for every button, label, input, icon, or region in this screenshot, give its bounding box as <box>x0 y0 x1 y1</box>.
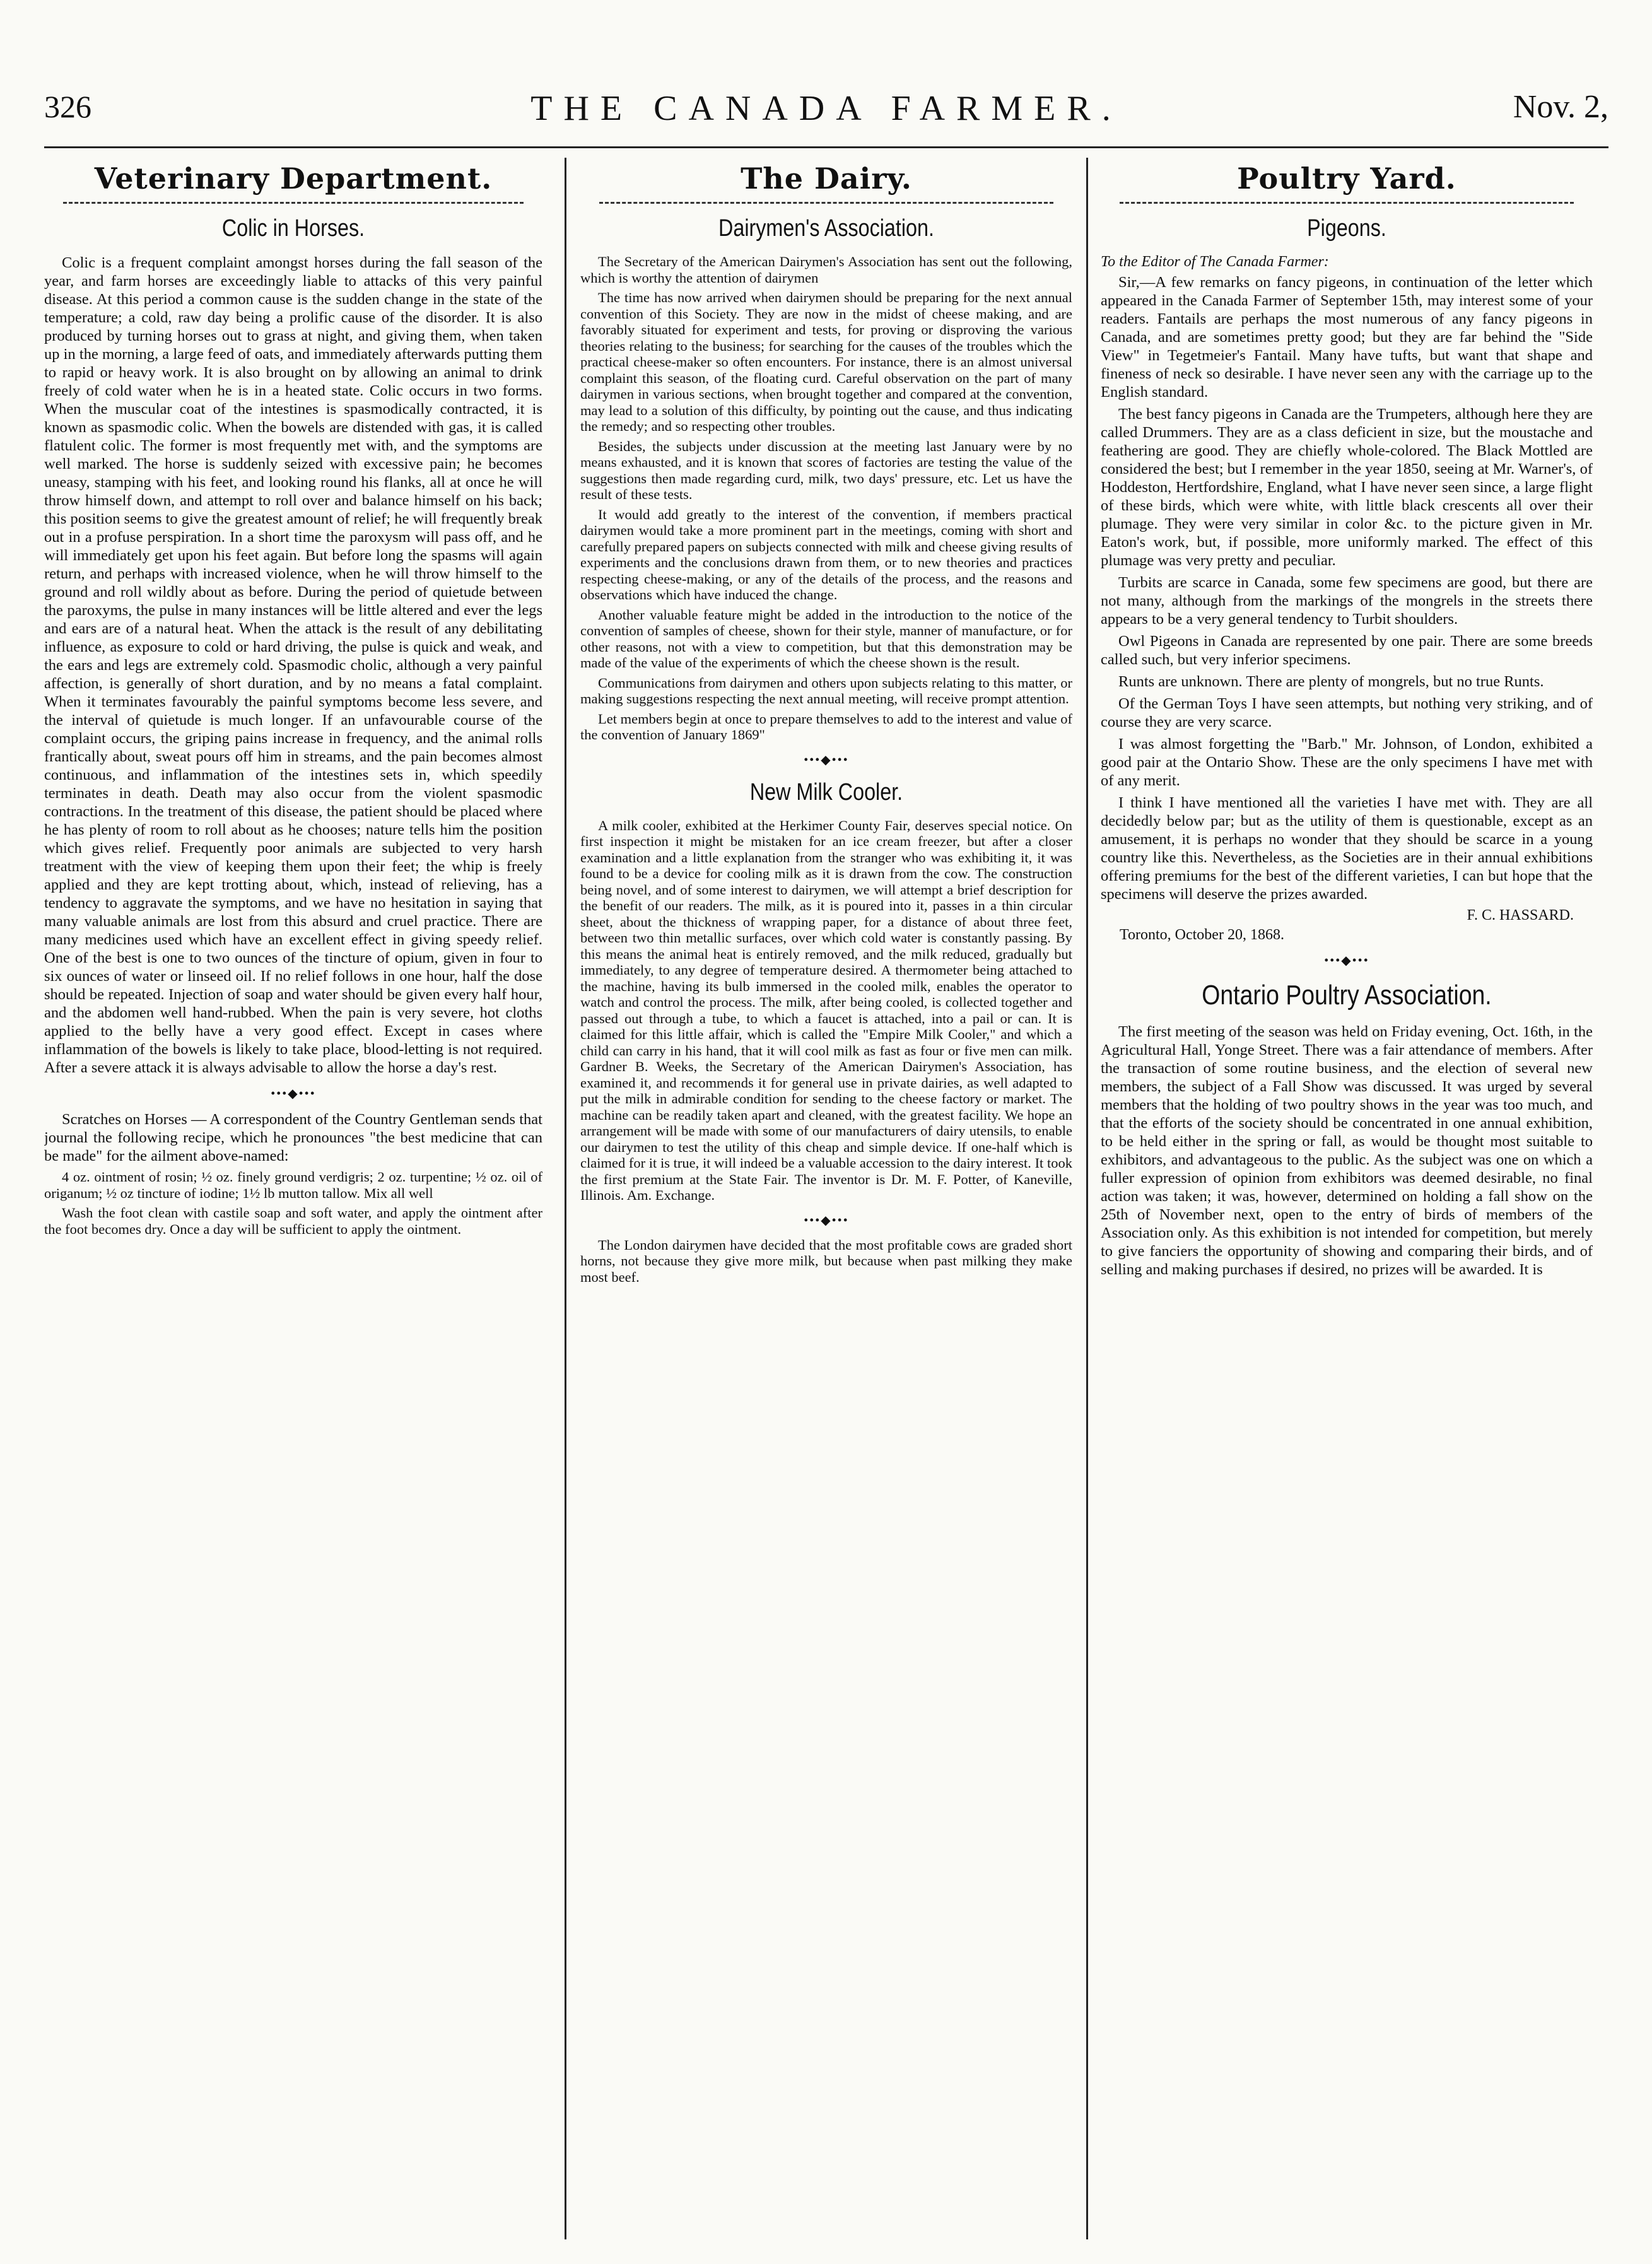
page-number: 326 <box>44 89 91 124</box>
column-poultry <box>1101 158 1593 2239</box>
paragraph: The Secretary of the American Dairymen's Association has sent out the following, which is worthy the attention of dairymen <box>580 254 1072 286</box>
paragraph: Besides, the subjects under discussion at the meeting last January were by no means exhausted, and it is known that scores of factories are testing the value of the suggestions then made regarding curd, milk, two days' pressure, etc. Let us have the result of these tests. <box>580 438 1072 502</box>
paragraph: Scratches on Horses — A correspondent of the Country Gentleman sends that journal the following recipe, which he pronounces "the best medicine that can be made" for the ailment above-named: <box>44 1111 542 1164</box>
ornament-divider: •••◆••• <box>1324 954 1369 968</box>
paragraph: Owl Pigeons in Canada are represented by one pair. There are some breeds called such, but very inferior specimens. <box>1101 633 1593 668</box>
department-heading: Poultry Yard. <box>1237 161 1456 196</box>
paragraph: Runts are unknown. There are plenty of mongrels, but no true Runts. <box>1118 673 1544 690</box>
ornament-divider: •••◆••• <box>804 753 849 767</box>
article-title: New Milk Cooler. <box>749 778 903 806</box>
paragraph: It would add greatly to the interest of the convention, if members practical dairymen would take a more prominent part in the meetings, coming with short and carefully prepared papers on subjects connected with milk and cheese giving results of experiments and the conclusions drawn from them, or to new theories and practices respecting cheese-making, or any of the details of the process, and the reasons and observations which have induced the change. <box>580 506 1072 602</box>
divider <box>1120 202 1574 204</box>
dateline: Toronto, October 20, 1868. <box>1120 927 1284 943</box>
paragraph: A milk cooler, exhibited at the Herkimer County Fair, deserves special notice. On first inspection it might be mistaken for an ice cream freezer, but after a closer examination and a little explanation from the stranger who was exhibiting it, it was found to be a device for cooling milk as it is drawn from the cow. The construction being novel, and of some interest to dairymen, we will attempt a brief description for the benefit of our readers. The milk, as it is poured into it, passes in a thin circular sheet, about the thickness of wrapping paper, for a distance of about three feet, between two thin metallic surfaces, over which cold water is constantly passing. By this means the animal heat is entirely removed, and the milk reduced, gradually but immediately, to any degree of temperature desired. A thermometer being attached to the machine, having its bulb immersed in the cooled milk, enables the operator to watch and control the process. The milk, after being cooled, is collected together and passed out through a tube, to which a faucet is attached, into a pail or can. It is claimed for this little affair, which is called the "Empire Milk Cooler," and which a child can carry in his hand, that it will cool milk as fast as four or five men can milk. Gardner B. Weeks, the Secretary of the American Dairymen's Association, has examined it, and recommends it for general use in private dairies, as well adapted to put the milk in admirable condition for sending to the cheese factory or market. The machine can be readily taken apart and cleaned, with the greatest facility. We hope an arrangement will be made with some of our manufacturers of dairy utensils, to enable our dairymen to test the utility of this cheap and simple device. If one-half which is claimed for it is true, it will indeed be a valuable accession to the dairy interest. It took the first premium at the State Fair. The inventor is Dr. M. F. Potter, of Kaneville, Illinois. Am. Exchange. <box>580 817 1072 1203</box>
ornament-divider: •••◆••• <box>271 1087 316 1101</box>
article-title: Dairymen's Association. <box>718 215 934 242</box>
article-title: Pigeons. <box>1307 215 1386 242</box>
paragraph: Wash the foot clean with castile soap and soft water, and apply the ointment after the foot becomes dry. Once a day will be sufficient to apply the ointment. <box>44 1205 542 1237</box>
ornament-divider: •••◆••• <box>804 1213 849 1228</box>
paragraph: Sir,—A few remarks on fancy pigeons, in continuation of the letter which appeared in the Canada Farmer of September 15th, may interest some of your readers. Fantails are perhaps the most numerous of any fancy pigeons in Canada, and are sometimes pretty good; but they are far behind the "Side View" in Tegetmeier's Fantail. Many have tufts, but want that shape and fineness of neck so desirable. I have never seen any with the carriage up to the English standard. <box>1101 274 1593 401</box>
paragraph: Another valuable feature might be added in the introduction to the notice of the convention of samples of cheese, shown for their style, manner of manufacture, or for other reasons, not with a view to competition, but that this demonstration may be made of the value of the experiments of which the cheese shown is the result. <box>580 606 1072 671</box>
paragraph: Colic is a frequent complaint amongst horses during the fall season of the year, and farm horses are exceedingly liable to attacks of this very painful disease. At this period a common cause is the sudden change in the state of the temperature; a cold, raw day being a prolific cause of the disorder. It is also produced by turning horses out to grass at night, and giving them, when taken up in the morning, a large feed of oats, and immediately afterwards putting them to rapid or heavy work. It is also brought on by allowing an animal to drink freely of cold water when he is in a heated state. Colic occurs in two forms. When the muscular coat of the intestines is spasmodically contracted, it is known as spasmodic colic. When the bowels are distended with gas, it is called flatulent colic. The former is most frequently met with, and the symptoms are well marked. The horse is suddenly seized with excessive pain; he becomes uneasy, stamping with his feet, and looking round his flanks, all at once he will throw himself down, and attempt to roll over and balance himself on his back; this position seems to give the greatest amount of relief; he will frequently break out in a profuse perspiration. In a short time the paroxysm will pass off, and he will immediately get upon his feet again. But before long the spasms will again return, and perhaps with increased violence, when he will throw himself to the ground and roll wildly about as before. During the period of quietude between the paroxyms, the pulse in many instances will be little altered and ever the legs and ears are of a natural heat. When the attack is the result of any debilitating influence, as exposure to cold or hard driving, the pulse is quick and weak, and the ears and legs are extremely cold. Spasmodic cholic, although a very painful affection, is generally of short duration, and by no means a fatal complaint. When it terminates favourably the painful symptoms become less severe, and the interval of quietude is much longer. If an unfavourable course of the complaint occurs, the griping pains increase in frequency, and the animal rolls frantically about, sweat pours off him in streams, and the pain becomes almost continuous, and inflammation of the intestines sets in, which speedily terminates in death. Death may also occur from the violent spasmodic contractions. In the treatment of this disease, the patient should be placed where he has plenty of room to roll about as he chooses; nature tells him the position which gives relief. Frequently poor animals are subjected to very harsh treatment with the view of keeping them upon their feet; the whip is freely applied and they are kept trotting about, which, instead of relieving, has a tendency to aggravate the symptoms, and we have no hesitation in saying that many valuable animals are lost from this absurd and cruel practice. There are many medicines used which have an excellent effect in giving speedy relief. One of the best is one to two ounces of the tincture of opium, given in four to six ounces of water or linseed oil. If no relief follows in one hour, half the dose should be repeated. Injection of soap and water should be given every half hour, and the abdomen well hand-rubbed. When the pain is very severe, hot cloths applied to the belly have a very good effect. Except in cases where inflammation of the bowels is likely to take place, blood-letting is not required. After a severe attack it is always advisable to allow the horse a day's rest. <box>44 254 542 1076</box>
article-title: Ontario Poultry Association. <box>1202 980 1492 1011</box>
column-rule <box>1086 158 1088 2239</box>
department-heading: The Dairy. <box>741 161 912 196</box>
paragraph: Turbits are scarce in Canada, some few specimens are good, but there are not many, although from the markings of the mongrels in the streets there appears to be a very general tendency to Turbit shoulders. <box>1101 574 1593 628</box>
article-title: Colic in Horses. <box>221 215 365 242</box>
column-veterinary <box>44 158 542 2239</box>
issue-date: Nov. 2, <box>1513 89 1608 125</box>
paragraph: The time has now arrived when dairymen should be preparing for the next annual convention of this Society. They are now in the midst of cheese making, and are favorably situated for experiment and tests, for proving or disproving the various theories relating to the business; for searching for the causes of the troubles which the practical cheese-maker so often encounters. For instance, there is an almost universal complaint this season, of the floating curd. Careful observation on the part of many dairymen in various sections, when brought together and compared at the convention, may lead to a solution of this difficulty, by pointing out the cause, and thus indicating the remedy; and so respecting other troubles. <box>580 290 1072 434</box>
department-heading: Veterinary Department. <box>94 161 493 196</box>
paragraph: The best fancy pigeons in Canada are the Trumpeters, although here they are called Drummers. They are as a class deficient in size, but the moustache and feathering are good. They are chiefly whole-colored. The Black Mottled are considered the best; but I remember in the year 1850, seeing at Mr. Warner's, of Hoddeston, Hertfordshire, England, what I have never seen since, a large flight of these birds, which were white, with little black crescents all over their plumage. They were very similar in color &c. to the picture given in Mr. Eaton's work, but, if possible, more uniformly marked. The effect of this plumage was very pretty and peculiar. <box>1101 406 1593 569</box>
column-dairy <box>580 158 1072 2239</box>
page-header <box>44 88 1608 151</box>
paragraph: I was almost forgetting the "Barb." Mr. Johnson, of London, exhibited a good pair at the Ontario Show. These are the only specimens I have met with of any merit. <box>1101 736 1593 789</box>
signature: F. C. HASSARD. <box>1467 907 1574 924</box>
divider <box>63 202 524 204</box>
divider <box>599 202 1053 204</box>
paragraph: The first meeting of the season was held on Friday evening, Oct. 16th, in the Agricultural Hall, Yonge Street. There was a fair attendance of members. After the transaction of some routine business, and the election of several new members, the subject of a Fall Show was discussed. It was urged by several members that the holding of two poultry shows in the year was too much, and that the efforts of the society should be concentrated in one annual exhibition, to be held either in the spring or fall, as would be thought most suitable to exhibitors, and advantageous to the public. As the subject was one on which a fuller expression of opinion from exhibitors was deemed desirable, no final action was taken; it was, however, determined on holding a fall show on the 25th of November next, open to the entry of birds of members of the Association only. As this exhibition is not intended for competition, but merely to give fanciers the opportunity of showing and comparing their birds, and of selling and making purchases if desired, no prizes will be awarded. It is <box>1101 1023 1593 1278</box>
column-rule <box>565 158 566 2239</box>
paragraph: I think I have mentioned all the varieties I have met with. They are all decidedly below par; but as the utility of them is questionable, except as an amusement, it is perhaps no wonder that they should be scarce in a young country like this. Nevertheless, as the Societies are in their annual exhibitions offering premiums for the best of the different varieties, I can but hope that the specimens will deserve the prizes awarded. <box>1101 794 1593 903</box>
paragraph: Communications from dairymen and others upon subjects relating to this matter, or making suggestions respecting the next annual meeting, will receive prompt attention. <box>580 674 1072 707</box>
paragraph: 4 oz. ointment of rosin; ½ oz. finely ground verdigris; 2 oz. turpentine; ½ oz. oil of origanum; ½ oz tincture of iodine; 1½ lb mutton tallow. Mix all well <box>44 1169 542 1201</box>
header-rule <box>44 146 1608 148</box>
letter-address: To the Editor of The Canada Farmer: <box>1101 254 1329 270</box>
paragraph: The London dairymen have decided that the most profitable cows are graded short horns, not because they give more milk, but because when past milking they make most beef. <box>580 1236 1072 1285</box>
paragraph: Of the German Toys I have seen attempts, but nothing very striking, and of course they are very scarce. <box>1101 695 1593 730</box>
masthead: THE CANADA FARMER. <box>530 89 1122 128</box>
paragraph: Let members begin at once to prepare themselves to add to the interest and value of the convention of January 1869" <box>580 710 1072 742</box>
